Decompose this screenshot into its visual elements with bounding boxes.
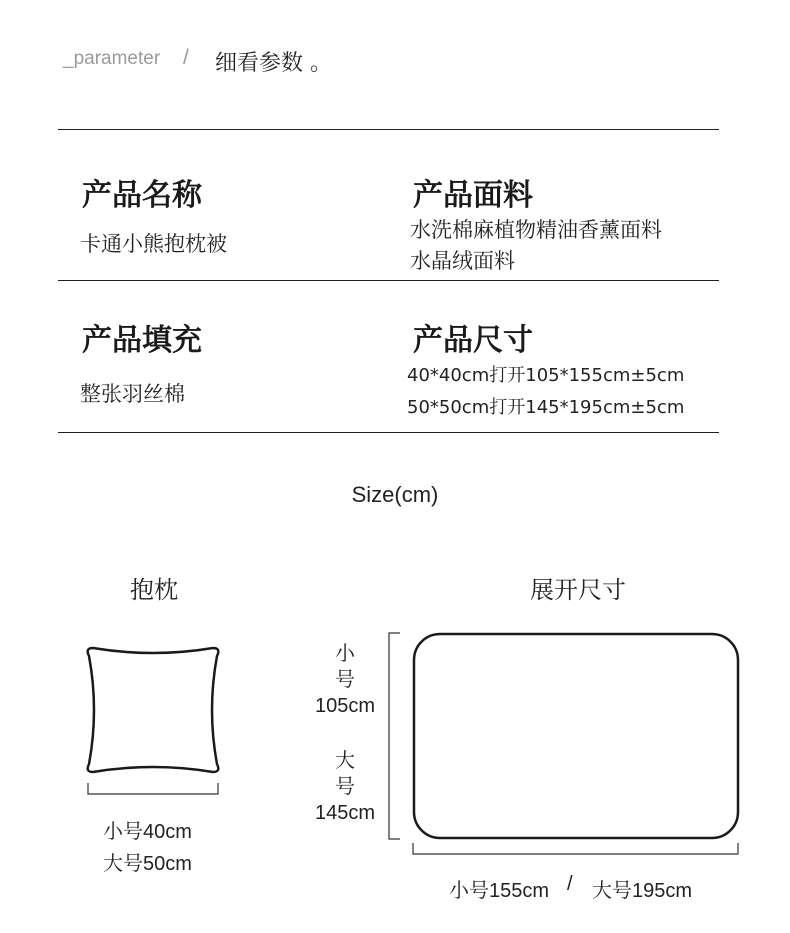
pillow-shape-icon [85,640,225,780]
table-middle-divider [58,280,719,281]
header-english-label: _parameter [63,48,161,69]
pillow-label: 抱枕 [130,576,178,604]
height-large-value: 145cm [314,802,376,824]
table-top-divider [58,129,719,130]
spec-filling-value: 整张羽丝棉 [80,382,185,406]
height-small-char-2: 号 [335,669,355,691]
spec-name-title: 产品名称 [82,178,202,213]
spec-fabric-line-2: 水晶绒面料 [410,249,515,273]
height-small-char-1: 小 [335,643,355,665]
spec-name-value: 卡通小熊抱枕被 [80,232,227,256]
header-separator: / [183,46,189,69]
unfolded-height-bracket [388,632,404,842]
height-large-char-2: 号 [335,776,355,798]
width-small-value: 小号155cm [449,880,550,902]
pillow-large-size: 大号50cm [103,853,192,875]
spec-size-line-1: 40*40cm打开105*155cm±5cm [407,365,685,386]
unfolded-blanket-shape-icon [412,632,742,842]
pillow-width-bracket [87,782,227,798]
unfolded-label: 展开尺寸 [530,576,626,604]
table-bottom-divider [58,432,719,433]
spec-size-line-2: 50*50cm打开145*195cm±5cm [407,397,685,418]
height-large-char-1: 大 [335,750,355,772]
width-separator: / [567,873,573,895]
size-diagram-title: Size(cm) [351,482,439,507]
spec-size-title: 产品尺寸 [413,323,533,358]
pillow-small-size: 小号40cm [103,821,192,843]
spec-filling-title: 产品填充 [82,323,202,358]
unfolded-width-bracket [412,842,742,858]
spec-fabric-line-1: 水洗棉麻植物精油香薰面料 [410,218,662,242]
spec-fabric-title: 产品面料 [413,178,533,213]
height-small-value: 105cm [314,695,376,717]
width-large-value: 大号195cm [592,880,693,902]
header-title: 细看参数 。 [215,51,332,76]
